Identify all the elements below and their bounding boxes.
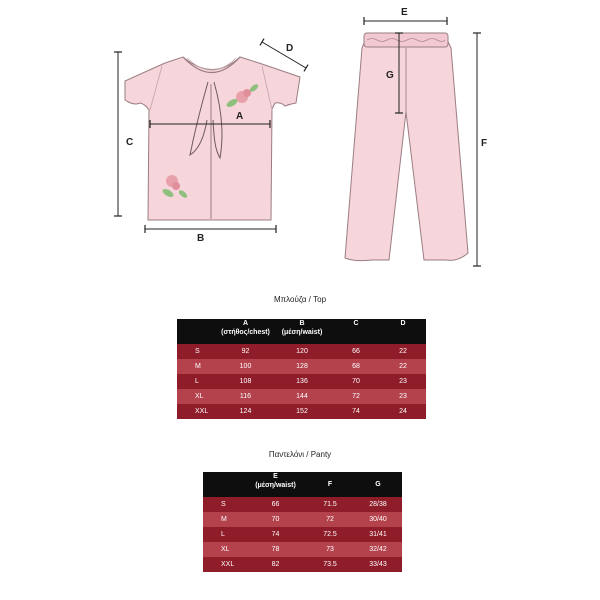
value-cell: 136 bbox=[272, 374, 332, 389]
pants-caption: Παντελόνι / Panty bbox=[268, 450, 332, 459]
size-cell: L bbox=[177, 374, 219, 389]
pants-garment bbox=[345, 33, 468, 261]
top-header-a-letter: A bbox=[242, 320, 249, 327]
value-cell: 31/41 bbox=[354, 527, 402, 542]
pants-header-e-sub: (μέση/waist) bbox=[255, 482, 296, 489]
table-row bbox=[203, 512, 402, 527]
value-cell: 78 bbox=[245, 542, 306, 557]
top-caption: Μπλούζα / Top bbox=[273, 295, 327, 304]
top-header-c bbox=[332, 319, 380, 344]
table-row bbox=[203, 527, 402, 542]
dim-label-b: B bbox=[197, 233, 205, 244]
value-cell: 22 bbox=[380, 344, 426, 359]
value-cell: 120 bbox=[272, 344, 332, 359]
dim-label-g: G bbox=[386, 70, 394, 81]
pants-size-table bbox=[203, 472, 402, 572]
top-garment bbox=[125, 57, 300, 220]
table-row bbox=[177, 374, 426, 389]
value-cell: 72 bbox=[332, 389, 380, 404]
value-cell: 66 bbox=[332, 344, 380, 359]
pants-header-e bbox=[245, 472, 306, 497]
top-header-a-sub: (στήθος/chest) bbox=[221, 329, 270, 336]
value-cell: 124 bbox=[219, 404, 272, 419]
value-cell: 100 bbox=[219, 359, 272, 374]
pants-header-e-letter: E bbox=[273, 473, 278, 480]
value-cell: 66 bbox=[245, 497, 306, 512]
table-row bbox=[177, 389, 426, 404]
top-header-size bbox=[177, 319, 219, 344]
pants-header-size bbox=[203, 472, 245, 497]
size-cell: S bbox=[177, 344, 219, 359]
garment-illustration bbox=[0, 0, 600, 280]
value-cell: 108 bbox=[219, 374, 272, 389]
size-cell: XL bbox=[177, 389, 219, 404]
top-header-b-sub: (μέση/waist) bbox=[281, 329, 323, 336]
size-cell: XXL bbox=[177, 404, 219, 419]
value-cell: 73 bbox=[306, 542, 354, 557]
value-cell: 30/40 bbox=[354, 512, 402, 527]
top-header-d-letter: D bbox=[400, 320, 406, 327]
top-header-b-letter: B bbox=[299, 320, 305, 327]
table-row bbox=[203, 497, 402, 512]
pants-header-f bbox=[306, 472, 354, 497]
table-row bbox=[203, 542, 402, 557]
size-cell: S bbox=[203, 497, 245, 512]
value-cell: 68 bbox=[332, 359, 380, 374]
size-cell: M bbox=[203, 512, 245, 527]
size-cell: M bbox=[177, 359, 219, 374]
size-cell: L bbox=[203, 527, 245, 542]
table-row bbox=[177, 359, 426, 374]
dim-label-c: C bbox=[126, 137, 134, 148]
dim-label-d: D bbox=[286, 43, 294, 54]
top-header-b bbox=[272, 319, 332, 344]
value-cell: 28/38 bbox=[354, 497, 402, 512]
value-cell: 32/42 bbox=[354, 542, 402, 557]
value-cell: 70 bbox=[332, 374, 380, 389]
top-size-table bbox=[177, 319, 426, 419]
pants-header-f-letter: F bbox=[327, 481, 333, 488]
value-cell: 82 bbox=[245, 557, 306, 572]
value-cell: 24 bbox=[380, 404, 426, 419]
value-cell: 23 bbox=[380, 374, 426, 389]
top-header-d bbox=[380, 319, 426, 344]
value-cell: 128 bbox=[272, 359, 332, 374]
value-cell: 152 bbox=[272, 404, 332, 419]
dimension-line-d bbox=[262, 42, 306, 68]
dim-label-f: F bbox=[481, 138, 488, 149]
value-cell: 74 bbox=[245, 527, 306, 542]
table-row bbox=[177, 344, 426, 359]
value-cell: 72 bbox=[306, 512, 354, 527]
value-cell: 72.5 bbox=[306, 527, 354, 542]
value-cell: 70 bbox=[245, 512, 306, 527]
value-cell: 116 bbox=[219, 389, 272, 404]
value-cell: 74 bbox=[332, 404, 380, 419]
value-cell: 73.5 bbox=[306, 557, 354, 572]
value-cell: 71.5 bbox=[306, 497, 354, 512]
dim-label-a: A bbox=[236, 111, 244, 122]
value-cell: 33/43 bbox=[354, 557, 402, 572]
pants-header-g-letter: G bbox=[375, 481, 381, 488]
top-header-c-letter: C bbox=[353, 320, 359, 327]
table-row bbox=[203, 557, 402, 572]
value-cell: 92 bbox=[219, 344, 272, 359]
size-cell: XXL bbox=[203, 557, 245, 572]
value-cell: 23 bbox=[380, 389, 426, 404]
top-header-a bbox=[219, 319, 272, 344]
value-cell: 22 bbox=[380, 359, 426, 374]
dim-label-e: E bbox=[401, 7, 408, 18]
pants-header-g bbox=[354, 472, 402, 497]
table-row bbox=[177, 404, 426, 419]
value-cell: 144 bbox=[272, 389, 332, 404]
size-cell: XL bbox=[203, 542, 245, 557]
